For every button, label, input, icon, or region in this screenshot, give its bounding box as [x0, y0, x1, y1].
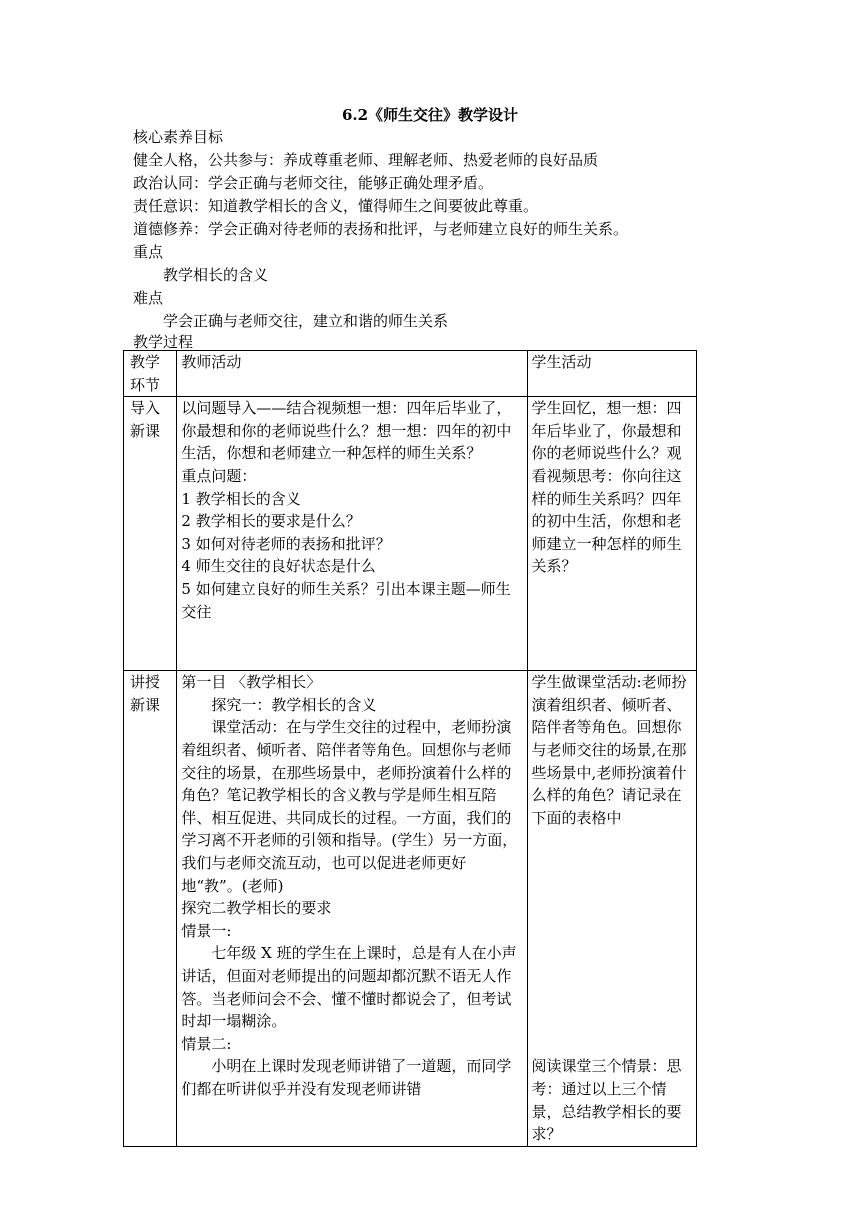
key-question-5: 5 如何建立良好的师生关系？引出本课主题—师生交往 — [181, 579, 511, 621]
section-heading: 第一目 〈教学相长〉 — [181, 673, 322, 692]
student-cell-spacer — [532, 829, 692, 1055]
core-goals-heading: 核心素养目标 — [133, 128, 224, 146]
teacher-cell-intro — [177, 397, 527, 671]
goal-line-2: 政治认同：学会正确与老师交往，能够正确处理矛盾。 — [133, 174, 494, 192]
document-title: 6.2《师生交往》教学设计 — [341, 106, 519, 124]
header-stage: 教学环节 — [124, 351, 177, 397]
table-row-intro — [124, 397, 697, 671]
key-question-2: 2 教学相长的要求是什么？ — [181, 512, 361, 531]
class-activity-text: 课堂活动：在与学生交往的过程中，老师扮演着组织者、倾听者、陪伴者等角色。回想你与老师交往的场景，在那些场景中，老师扮演着什么样的角色？笔记教学相长的含义教与学是师生相互陪伴、相互促进、共同成长的过程。一方面，我们的学习离不开老师的引领和指导。(学生）另一方面，我们与老师交流互动，也可以促进老师更好地“教”。(老师) — [181, 718, 518, 895]
explore-two-heading: 探究二教学相长的要求 — [181, 899, 332, 918]
goal-line-4: 道德修养：学会正确对待老师的表扬和批评，与老师建立良好的师生关系。 — [133, 220, 629, 238]
difficult-point-heading: 难点 — [133, 289, 164, 307]
teacher-intro-text: 以问题导入——结合视频想一想：四年后毕业了，你最想和你的老师说些什么？想一想：四年的初中生活，你想和老师建立一种怎样的师生关系？ — [181, 399, 512, 463]
student-activity-b: 阅读课堂三个情景：思考：通过以上三个情景，总结教学相长的要求？ — [531, 1057, 682, 1144]
stage-cell-intro: 导入新课 — [124, 397, 177, 671]
stage-cell-teaching: 讲授新课 — [124, 671, 177, 1147]
scene-one-text: 七年级 X 班的学生在上课时，总是有人在小声讲话，但面对老师提出的问题却都沉默不语无人作答。当老师问会不会、懂不懂时都说会了，但考试时却一塌糊涂。 — [181, 944, 517, 1031]
table-row-teaching — [124, 671, 697, 1147]
key-question-4: 4 师生交往的良好状态是什么 — [181, 557, 376, 576]
scene-one-label: 情景一: — [181, 921, 232, 940]
key-questions-label: 重点问题： — [181, 466, 257, 485]
teacher-cell-teaching — [177, 671, 527, 1147]
key-point-heading: 重点 — [133, 243, 164, 261]
scene-two-label: 情景二: — [181, 1034, 232, 1053]
student-activity-a: 学生做课堂活动:老师扮演着组织者、倾听者、陪伴者等角色。回想你与老师交往的场景,在那些场景中,老师扮演着什么样的角色？请记录在下面的表格中 — [531, 673, 687, 827]
difficult-point-text: 学会正确与老师交往，建立和谐的师生关系 — [163, 312, 449, 330]
student-cell-intro: 学生回忆，想一想：四年后毕业了，你最想和你的老师说些什么？观看视频思考：你向往这样的师生关系吗？四年的初中生活，你想和老师建立一种怎样的师生关系？ — [527, 397, 696, 671]
key-question-3: 3 如何对待老师的表扬和批评？ — [181, 534, 391, 553]
header-student-activity: 学生活动 — [527, 351, 696, 397]
process-heading: 教学过程 — [133, 333, 194, 351]
goal-line-3: 责任意识：知道教学相长的含义，懂得师生之间要彼此尊重。 — [133, 197, 539, 215]
lesson-process-table — [123, 350, 697, 1147]
scene-two-text: 小明在上课时发现老师讲错了一道题，而同学们都在听讲似乎并没有发现老师讲错 — [181, 1057, 512, 1098]
table-header-row — [124, 351, 697, 397]
student-cell-teaching — [527, 671, 696, 1147]
header-teacher-activity: 教师活动 — [177, 351, 527, 397]
goal-line-1: 健全人格，公共参与：养成尊重老师、理解老师、热爱老师的良好品质 — [133, 151, 599, 169]
explore-one-heading: 探究一：教学相长的含义 — [211, 695, 377, 714]
key-question-1: 1 教学相长的含义 — [181, 489, 301, 508]
key-point-text: 教学相长的含义 — [163, 266, 269, 284]
